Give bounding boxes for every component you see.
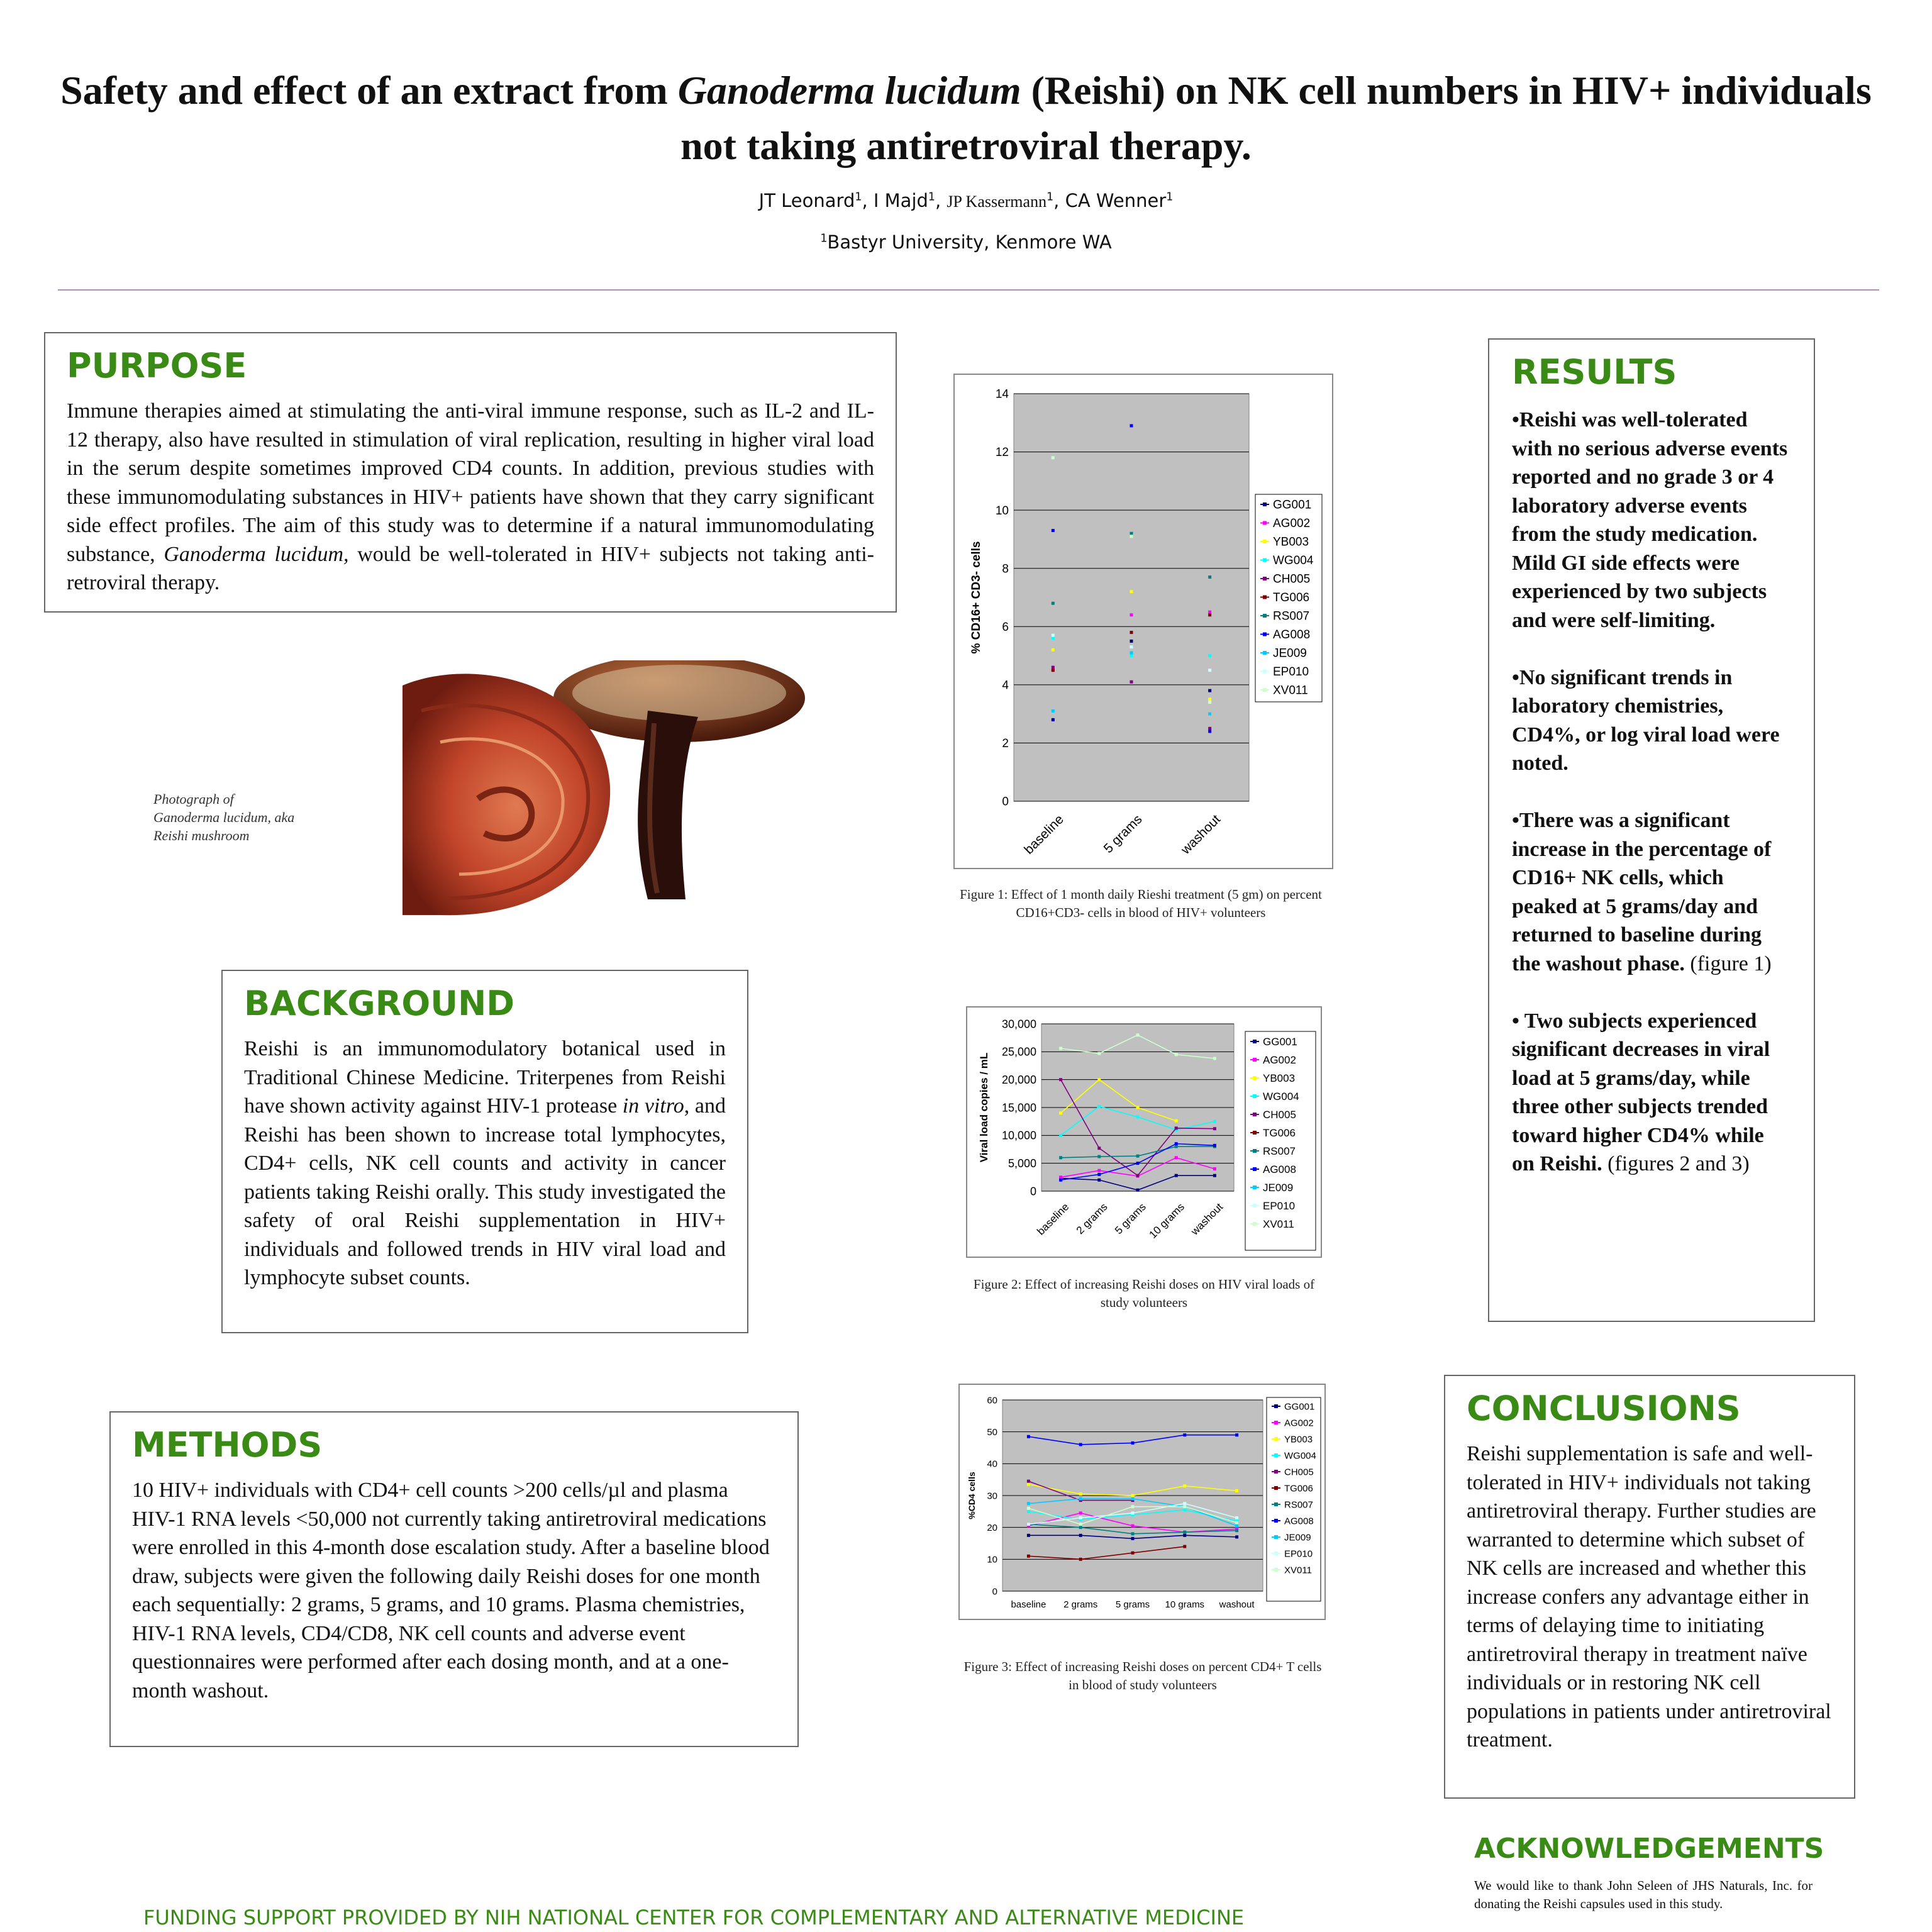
legend-entry: RS007 xyxy=(1284,1499,1313,1511)
legend-entry: GG001 xyxy=(1284,1401,1315,1413)
data-point-AG002 xyxy=(1213,1167,1216,1170)
x-tick-label: washout xyxy=(1189,1201,1226,1238)
x-tick-label: 5 grams xyxy=(1101,812,1145,857)
data-point-XV011 xyxy=(1235,1521,1238,1524)
data-point-AG008 xyxy=(1027,1435,1030,1438)
legend-entry: WG004 xyxy=(1263,1090,1299,1102)
data-point-WG004 xyxy=(1052,636,1055,640)
results-item xyxy=(1512,663,1791,778)
legend-marker xyxy=(1274,1437,1278,1441)
y-tick-label: 14 xyxy=(995,387,1009,401)
data-point-AG002 xyxy=(1175,1156,1178,1159)
legend-marker xyxy=(1263,577,1267,580)
background-box xyxy=(221,970,748,1333)
data-point-GG001 xyxy=(1235,1535,1238,1538)
author-sup: 1 xyxy=(855,191,862,204)
data-point-AG008 xyxy=(1097,1173,1101,1176)
data-point-EP010 xyxy=(1208,669,1211,672)
data-point-EP010 xyxy=(1131,1511,1135,1514)
figure2-chart xyxy=(966,1006,1322,1258)
data-point-EP010 xyxy=(1079,1516,1082,1519)
plot-area xyxy=(1014,394,1249,801)
author-name: JP Kassermann xyxy=(947,192,1047,211)
y-tick-label: 60 xyxy=(987,1395,997,1406)
legend-marker xyxy=(1253,1131,1257,1135)
data-point-YB003 xyxy=(1027,1483,1030,1486)
x-tick-label: baseline xyxy=(1035,1201,1072,1238)
data-point-YB003 xyxy=(1183,1484,1186,1487)
background-text-a: Reishi is an immunomodulatory botanical used in Traditional Chinese Medicine. Triterpenes from Reishi have shown activity against HIV-1 protease xyxy=(244,1037,726,1118)
background-text-b: , and Reishi has been shown to increase total lymphocytes, CD4+ cells, NK cell counts and activity in cancer patients taking Reishi orally. This study investigated the safety of oral Reishi supplementation in HIV+ individuals and followed trends in HIV viral load and lymphocyte subset counts. xyxy=(244,1094,726,1289)
results-item-plain: (figures 2 and 3) xyxy=(1602,1152,1750,1175)
data-point-AG008 xyxy=(1136,1162,1140,1165)
legend-entry: RS007 xyxy=(1263,1145,1296,1157)
legend-entry: YB003 xyxy=(1284,1434,1313,1445)
legend-entry: AG008 xyxy=(1273,628,1311,642)
figure1-chart xyxy=(953,374,1333,869)
legend-entry: EP010 xyxy=(1284,1548,1313,1560)
conclusions-heading: CONCLUSIONS xyxy=(1467,1389,1741,1428)
data-point-RS007 xyxy=(1052,602,1055,605)
legend-entry: RS007 xyxy=(1273,609,1310,623)
legend-entry: TG006 xyxy=(1273,591,1310,605)
y-axis-label: %CD4 cells xyxy=(967,1472,977,1519)
data-point-RS007 xyxy=(1130,532,1133,535)
data-point-CH005 xyxy=(1175,1126,1178,1130)
legend-entry: EP010 xyxy=(1273,665,1309,679)
data-point-XV011 xyxy=(1213,1057,1216,1060)
legend xyxy=(1267,1397,1321,1601)
purpose-text-b: would be well-tolerated in HIV+ subjects not taking anti-retroviral therapy. xyxy=(67,542,874,594)
data-point-CH005 xyxy=(1059,1078,1062,1081)
data-point-AG002 xyxy=(1059,1175,1062,1179)
y-axis-label: Viral load copies / mL xyxy=(978,1052,990,1163)
reishi-mushroom-photo xyxy=(402,660,805,918)
data-point-GG001 xyxy=(1130,640,1133,643)
data-point-JE009 xyxy=(1052,709,1055,713)
methods-box xyxy=(109,1411,799,1747)
data-point-RS007 xyxy=(1059,1156,1062,1159)
y-tick-label: 50 xyxy=(987,1426,997,1438)
header-divider xyxy=(58,289,1879,291)
data-point-CH005 xyxy=(1136,1174,1140,1177)
data-point-CH005 xyxy=(1213,1127,1216,1130)
x-tick-label: baseline xyxy=(1021,812,1067,857)
photo-caption-line: Ganoderma lucidum, aka xyxy=(153,809,295,825)
legend-marker xyxy=(1274,1486,1278,1490)
legend-entry: GG001 xyxy=(1263,1035,1297,1048)
y-tick-label: 4 xyxy=(1002,679,1009,692)
data-point-YB003 xyxy=(1079,1492,1082,1496)
data-point-CH005 xyxy=(1052,666,1055,669)
legend-marker xyxy=(1253,1185,1257,1189)
legend-entry: EP010 xyxy=(1263,1199,1296,1212)
photo-caption-line: Photograph of xyxy=(153,791,234,807)
results-item-bold: •There was a significant increase in the percentage of CD16+ NK cells, which peaked at 5 grams/day and returned to baseline during the washout phase. xyxy=(1512,809,1772,975)
y-tick-label: 30 xyxy=(987,1491,997,1502)
results-item-bold: • Two subjects experienced significant decreases in viral load at 5 grams/day, while three other subjects trended toward higher CD4% while on Reishi. xyxy=(1512,1009,1770,1175)
legend-marker xyxy=(1274,1552,1278,1555)
legend-entry: AG008 xyxy=(1284,1516,1314,1527)
legend-marker xyxy=(1253,1040,1257,1043)
legend-entry: TG006 xyxy=(1284,1483,1313,1494)
author-sup: 1 xyxy=(1046,191,1054,204)
title-species: Ganoderma lucidum xyxy=(677,68,1021,113)
results-item xyxy=(1512,806,1791,978)
x-tick-label: 2 grams xyxy=(1063,1599,1098,1610)
data-point-EP010 xyxy=(1052,634,1055,637)
data-point-XV011 xyxy=(1130,535,1133,538)
data-point-WG004 xyxy=(1136,1116,1140,1119)
data-point-AG008 xyxy=(1213,1144,1216,1147)
data-point-XV011 xyxy=(1175,1053,1178,1056)
x-tick-label: 10 grams xyxy=(1165,1599,1205,1610)
data-point-YB003 xyxy=(1052,648,1055,652)
author-name: I Majd xyxy=(873,190,928,211)
data-point-TG006 xyxy=(1208,613,1211,616)
results-heading: RESULTS xyxy=(1512,352,1677,392)
results-item-plain: (figure 1) xyxy=(1684,952,1772,975)
legend-marker xyxy=(1274,1502,1278,1506)
data-point-WG004 xyxy=(1097,1105,1101,1108)
affiliation-text: Bastyr University, Kenmore WA xyxy=(827,231,1112,253)
legend-entry: XV011 xyxy=(1263,1218,1294,1230)
legend-marker xyxy=(1263,651,1267,655)
photo-caption xyxy=(153,790,342,845)
legend-entry: XV011 xyxy=(1273,684,1308,697)
data-point-WG004 xyxy=(1130,654,1133,657)
legend-marker xyxy=(1274,1421,1278,1424)
figure1-caption: Figure 1: Effect of 1 month daily Rieshi treatment (5 gm) on percent CD16+CD3- cells in blood of HIV+ volunteers xyxy=(960,887,1322,920)
data-point-GG001 xyxy=(1027,1534,1030,1537)
figure3-chart xyxy=(958,1384,1326,1620)
figure3-caption: Figure 3: Effect of increasing Reishi doses on percent CD4+ T cells in blood of study volunteers xyxy=(963,1659,1322,1692)
data-point-CH005 xyxy=(1027,1480,1030,1483)
data-point-XV011 xyxy=(1079,1523,1082,1526)
results-item xyxy=(1512,1007,1791,1179)
data-point-YB003 xyxy=(1059,1111,1062,1114)
data-point-WG004 xyxy=(1183,1508,1186,1511)
legend-marker xyxy=(1253,1058,1257,1062)
data-point-JE009 xyxy=(1208,713,1211,716)
data-point-AG008 xyxy=(1175,1142,1178,1145)
y-tick-label: 25,000 xyxy=(1001,1045,1036,1058)
data-point-JE009 xyxy=(1130,651,1133,654)
acknowledgements-heading: ACKNOWLEDGEMENTS xyxy=(1474,1833,1824,1865)
data-point-CH005 xyxy=(1097,1146,1101,1150)
legend-entry: AG008 xyxy=(1263,1163,1296,1175)
data-point-GG001 xyxy=(1175,1174,1178,1177)
figure2-caption: Figure 2: Effect of increasing Reishi doses on HIV viral loads of study volunteers xyxy=(973,1277,1315,1310)
data-point-EP010 xyxy=(1235,1516,1238,1519)
legend-entry: YB003 xyxy=(1263,1072,1296,1084)
legend-marker xyxy=(1274,1404,1278,1408)
results-item-bold: •Reishi was well-tolerated with no serious adverse events reported and no grade 3 or 4 laboratory adverse events from the study medication. Mild GI side effects were experienced by two subjects and were self-limiting. xyxy=(1512,408,1788,632)
legend-marker xyxy=(1253,1167,1257,1171)
data-point-RS007 xyxy=(1235,1529,1238,1532)
legend-entry: WG004 xyxy=(1273,554,1314,568)
y-tick-label: 10,000 xyxy=(1001,1129,1036,1142)
data-point-GG001 xyxy=(1213,1174,1216,1177)
data-point-YB003 xyxy=(1175,1119,1178,1123)
y-tick-label: 6 xyxy=(1002,620,1009,634)
data-point-TG006 xyxy=(1130,631,1133,634)
data-point-EP010 xyxy=(1027,1523,1030,1526)
affiliation xyxy=(0,231,1932,253)
legend-entry: CH005 xyxy=(1263,1108,1296,1121)
data-point-RS007 xyxy=(1208,575,1211,579)
data-point-RS007 xyxy=(1175,1145,1178,1148)
data-point-AG008 xyxy=(1079,1443,1082,1446)
data-point-YB003 xyxy=(1130,590,1133,593)
data-point-YB003 xyxy=(1097,1078,1101,1081)
x-tick-label: washout xyxy=(1178,812,1224,857)
legend-marker xyxy=(1253,1094,1257,1098)
data-point-JE009 xyxy=(1079,1497,1082,1501)
purpose-heading: PURPOSE xyxy=(67,346,247,386)
data-point-EP010 xyxy=(1183,1502,1186,1505)
data-point-GG001 xyxy=(1208,689,1211,692)
data-point-AG002 xyxy=(1079,1511,1082,1514)
photo-caption-line: Reishi mushroom xyxy=(153,828,250,843)
methods-text: 10 HIV+ individuals with CD4+ cell counts >200 cells/µl and plasma HIV-1 RNA levels <50,000 not currently taking antiretroviral medications were enrolled in this 4-month dose escalation study. After a baseline blood draw, subjects were given the following daily Reishi doses for one month each sequentially: 2 grams, 5 grams, and 10 grams. Plasma chemistries, HIV-1 RNA levels, CD4/CD8, NK cell counts and adverse event questionnaires were performed after each dosing month, and at a one-month washout. xyxy=(132,1479,770,1702)
results-list xyxy=(1512,406,1791,1179)
data-point-EP010 xyxy=(1130,645,1133,648)
legend-entry: GG001 xyxy=(1273,498,1312,512)
data-point-AG008 xyxy=(1131,1441,1135,1445)
conclusions-box xyxy=(1444,1375,1855,1799)
x-tick-label: 5 grams xyxy=(1115,1599,1150,1610)
data-point-WG004 xyxy=(1027,1510,1030,1513)
legend-marker xyxy=(1253,1149,1257,1153)
data-point-YB003 xyxy=(1208,698,1211,701)
data-point-GG001 xyxy=(1131,1537,1135,1540)
y-tick-label: 8 xyxy=(1002,562,1009,576)
affiliation-sup: 1 xyxy=(820,232,828,245)
data-point-XV011 xyxy=(1136,1033,1140,1036)
data-point-YB003 xyxy=(1235,1489,1238,1492)
data-point-XV011 xyxy=(1131,1505,1135,1508)
y-tick-label: 10 xyxy=(987,1554,997,1565)
data-point-XV011 xyxy=(1208,701,1211,704)
y-tick-label: 10 xyxy=(995,504,1009,518)
author-sup: 1 xyxy=(928,191,935,204)
legend-marker xyxy=(1263,670,1267,674)
data-point-AG008 xyxy=(1052,529,1055,532)
legend-entry: CH005 xyxy=(1273,572,1311,586)
data-point-AG008 xyxy=(1130,424,1133,427)
legend-marker xyxy=(1274,1535,1278,1539)
data-point-TG006 xyxy=(1183,1545,1186,1548)
legend-marker xyxy=(1263,633,1267,636)
poster-title xyxy=(50,63,1882,174)
legend-marker xyxy=(1253,1222,1257,1226)
data-point-AG008 xyxy=(1183,1433,1186,1436)
legend-entry: TG006 xyxy=(1263,1126,1296,1139)
data-point-XV011 xyxy=(1027,1507,1030,1510)
y-tick-label: 15,000 xyxy=(1001,1101,1036,1114)
legend-entry: JE009 xyxy=(1263,1181,1294,1194)
legend-marker xyxy=(1274,1470,1278,1474)
data-point-YB003 xyxy=(1131,1494,1135,1497)
legend-marker xyxy=(1263,540,1267,543)
data-point-WG004 xyxy=(1059,1134,1062,1137)
data-point-AG008 xyxy=(1059,1179,1062,1182)
data-point-YB003 xyxy=(1136,1106,1140,1109)
data-point-AG002 xyxy=(1130,613,1133,616)
results-box xyxy=(1488,338,1815,1322)
legend-marker xyxy=(1253,1204,1257,1208)
title-text: Safety and effect of an extract from xyxy=(60,68,678,113)
legend-marker xyxy=(1263,596,1267,599)
data-point-XV011 xyxy=(1097,1052,1101,1055)
legend xyxy=(1255,494,1322,702)
y-tick-label: 30,000 xyxy=(1001,1018,1036,1031)
conclusions-text: Reishi supplementation is safe and well-tolerated in HIV+ individuals not taking antiretroviral therapy. Further studies are warranted to determine which subset of NK cells are increased and whether this increase confers any advantage either in terms of delaying time to initiating antiretroviral therapy in treatment naïve individuals or in restoring NK cell populations in patients under antiretroviral treatment. xyxy=(1467,1442,1831,1752)
data-point-RS007 xyxy=(1131,1532,1135,1535)
figure2-svg xyxy=(967,1008,1321,1257)
legend-marker xyxy=(1274,1568,1278,1572)
legend-entry: JE009 xyxy=(1284,1532,1311,1543)
y-tick-label: 0 xyxy=(1002,795,1009,809)
legend-marker xyxy=(1274,1453,1278,1457)
y-tick-label: 12 xyxy=(995,446,1009,460)
data-point-GG001 xyxy=(1097,1179,1101,1182)
methods-heading: METHODS xyxy=(132,1425,323,1465)
purpose-text-a: Immune therapies aimed at stimulating the anti-viral immune response, such as IL-2 and IL-12 therapy, also have resulted in stimulation of viral replication, resulting in higher viral load in the serum despite sometimes improved CD4 counts. In addition, previous studies with these immunomodulating substances in HIV+ patients have shown that they carry significant side effect profiles. The aim of this study was to determine if a natural immunomodulating substance, xyxy=(67,399,874,566)
legend-entry: AG002 xyxy=(1273,517,1311,531)
legend-marker xyxy=(1263,502,1267,506)
author-name: JT Leonard xyxy=(758,190,855,211)
author-name: CA Wenner xyxy=(1065,190,1167,211)
data-point-XV011 xyxy=(1052,456,1055,459)
legend-marker xyxy=(1274,1519,1278,1523)
background-heading: BACKGROUND xyxy=(244,984,515,1023)
data-point-GG001 xyxy=(1183,1534,1186,1537)
title-text-end: (Reishi) on NK cell numbers in HIV+ individuals not taking antiretroviral therapy. xyxy=(680,68,1872,168)
data-point-AG002 xyxy=(1208,611,1211,614)
funding-statement: FUNDING SUPPORT PROVIDED BY NIH NATIONAL CENTER FOR COMPLEMENTARY AND ALTERNATIVE MEDICINE xyxy=(143,1906,1245,1929)
background-text xyxy=(244,1035,726,1292)
legend-marker xyxy=(1253,1076,1257,1080)
data-point-TG006 xyxy=(1052,669,1055,672)
legend-entry: AG002 xyxy=(1284,1418,1314,1429)
legend xyxy=(1245,1031,1316,1250)
x-tick-label: baseline xyxy=(1011,1599,1046,1610)
y-tick-label: 20,000 xyxy=(1001,1073,1036,1086)
figure1-svg xyxy=(955,375,1332,868)
data-point-RS007 xyxy=(1183,1531,1186,1534)
data-point-RS007 xyxy=(1136,1155,1140,1158)
x-tick-label: 5 grams xyxy=(1112,1201,1148,1237)
data-point-CH005 xyxy=(1208,727,1211,730)
data-point-TG006 xyxy=(1131,1552,1135,1555)
legend-entry: JE009 xyxy=(1273,647,1307,660)
data-point-XV011 xyxy=(1059,1047,1062,1050)
legend-marker xyxy=(1253,1113,1257,1116)
legend-entry: YB003 xyxy=(1273,535,1309,549)
figure3-svg xyxy=(960,1385,1324,1619)
background-text-invitro: in vitro xyxy=(622,1094,684,1118)
data-point-TG006 xyxy=(1027,1555,1030,1558)
y-tick-label: 0 xyxy=(1030,1185,1036,1198)
legend-entry: AG002 xyxy=(1263,1053,1296,1066)
data-point-GG001 xyxy=(1052,718,1055,721)
x-tick-label: 10 grams xyxy=(1146,1201,1187,1241)
y-tick-label: 0 xyxy=(992,1586,997,1597)
legend-marker xyxy=(1263,614,1267,618)
data-point-RS007 xyxy=(1079,1526,1082,1529)
results-item-bold: •No significant trends in laboratory chemistries, CD4%, or log viral load were noted. xyxy=(1512,665,1780,775)
data-point-WG004 xyxy=(1208,654,1211,657)
author-list: JT Leonard$^1$, I Majd$^1$, JP Kassermann$^1$, CA Wenner$^1$ xyxy=(758,190,1174,211)
data-point-JE009 xyxy=(1027,1502,1030,1505)
y-tick-label: 40 xyxy=(987,1458,997,1470)
data-point-GG001 xyxy=(1079,1534,1082,1537)
data-point-AG008 xyxy=(1208,730,1211,733)
data-point-JE009 xyxy=(1131,1497,1135,1501)
y-tick-label: 2 xyxy=(1002,737,1009,751)
legend-entry: WG004 xyxy=(1284,1450,1316,1462)
legend-marker xyxy=(1263,688,1267,692)
data-point-RS007 xyxy=(1097,1155,1101,1158)
acknowledgements-text: We would like to thank John Seleen of JHS Naturals, Inc. for donating the Reishi capsules used in this study. xyxy=(1474,1878,1813,1911)
legend-marker xyxy=(1263,558,1267,562)
y-tick-label: 5,000 xyxy=(1008,1157,1036,1170)
data-point-AG002 xyxy=(1097,1169,1101,1172)
data-point-XV011 xyxy=(1183,1505,1186,1508)
data-point-TG006 xyxy=(1079,1558,1082,1561)
x-tick-label: 2 grams xyxy=(1074,1201,1110,1237)
data-point-WG004 xyxy=(1213,1120,1216,1123)
legend-entry: XV011 xyxy=(1284,1565,1312,1576)
purpose-box xyxy=(44,332,897,613)
purpose-text xyxy=(67,397,874,597)
data-point-CH005 xyxy=(1130,680,1133,684)
x-tick-label: washout xyxy=(1219,1599,1255,1610)
purpose-text-species: Ganoderma lucidum, xyxy=(164,542,349,566)
data-point-JE009 xyxy=(1235,1524,1238,1528)
results-item xyxy=(1512,406,1791,635)
author-sup: 1 xyxy=(1166,191,1174,204)
legend-entry: CH005 xyxy=(1284,1467,1314,1478)
data-point-AG008 xyxy=(1235,1433,1238,1436)
legend-marker xyxy=(1263,521,1267,525)
data-point-GG001 xyxy=(1136,1189,1140,1192)
y-axis-label: % CD16+ CD3- cells xyxy=(970,541,983,654)
y-tick-label: 20 xyxy=(987,1522,997,1533)
data-point-AG002 xyxy=(1131,1524,1135,1528)
